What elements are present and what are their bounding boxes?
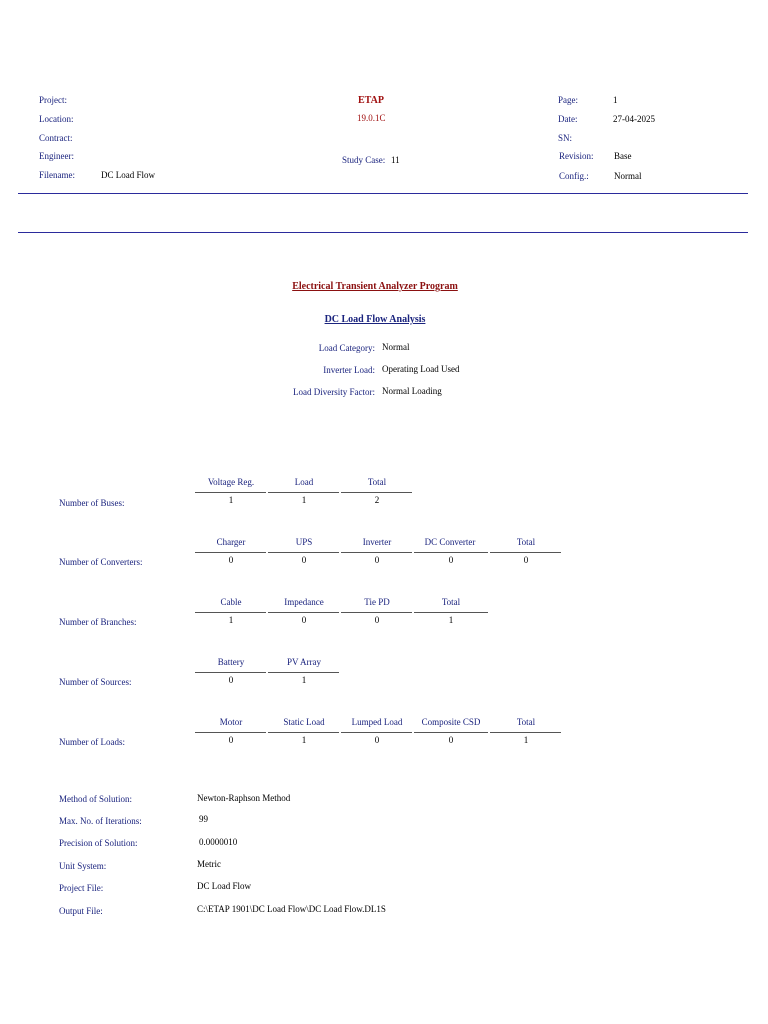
load-category-value: Normal: [382, 342, 410, 352]
column-header: Load: [294, 477, 314, 487]
column-underline: [268, 492, 339, 493]
column-header: Cable: [220, 597, 242, 607]
location-label: Location:: [39, 114, 74, 124]
column-header: PV Array: [286, 657, 322, 667]
sn-label: SN:: [558, 133, 573, 143]
cell-value: 0: [301, 555, 307, 565]
column-header: Lumped Load: [351, 717, 403, 727]
column-underline: [268, 672, 339, 673]
column-underline: [414, 552, 488, 553]
cell-value: 1: [301, 735, 307, 745]
column-header: Total: [367, 477, 387, 487]
load-category-label: Load Category:: [318, 343, 375, 353]
cell-value: 1: [301, 495, 307, 505]
column-underline: [195, 552, 266, 553]
study-case-value: 11: [391, 155, 400, 165]
contract-label: Contract:: [39, 133, 73, 143]
diversity-factor-value: Normal Loading: [382, 386, 442, 396]
cell-value: 0: [301, 615, 307, 625]
cell-value: 1: [523, 735, 529, 745]
column-header: DC Converter: [424, 537, 476, 547]
cell-value: 0: [374, 555, 380, 565]
page-label: Page:: [558, 95, 578, 105]
cell-value: 1: [301, 675, 307, 685]
column-header: Composite CSD: [421, 717, 481, 727]
cell-value: 0: [448, 735, 454, 745]
cell-value: 1: [228, 615, 234, 625]
column-header: Motor: [219, 717, 243, 727]
unit-system-label: Unit System:: [59, 861, 107, 871]
precision-label: Precision of Solution:: [59, 838, 138, 848]
cell-value: 2: [374, 495, 380, 505]
column-underline: [341, 612, 412, 613]
column-underline: [341, 492, 412, 493]
date-label: Date:: [558, 114, 578, 124]
output-file-label: Output File:: [59, 906, 103, 916]
program-version: 19.0.1C: [357, 113, 386, 123]
column-underline: [414, 732, 488, 733]
method-value: Newton-Raphson Method: [197, 793, 291, 803]
main-title: Electrical Transient Analyzer Program: [292, 281, 458, 292]
revision-value: Base: [614, 151, 632, 161]
output-file-value: C:\ETAP 1901\DC Load Flow\DC Load Flow.DL1S: [197, 904, 386, 914]
iterations-value: 99: [199, 814, 208, 824]
column-header: Battery: [217, 657, 245, 667]
project-file-value: DC Load Flow: [197, 881, 251, 891]
column-underline: [195, 672, 266, 673]
date-value: 27-04-2025: [613, 114, 655, 124]
cell-value: 0: [374, 735, 380, 745]
config-label: Config.:: [559, 171, 589, 181]
revision-label: Revision:: [559, 151, 594, 161]
column-header: Tie PD: [364, 597, 390, 607]
column-underline: [195, 492, 266, 493]
config-value: Normal: [614, 171, 642, 181]
cell-value: 0: [228, 555, 234, 565]
column-header: Voltage Reg.: [207, 477, 255, 487]
sub-title: DC Load Flow Analysis: [324, 314, 426, 325]
column-underline: [268, 612, 339, 613]
unit-system-value: Metric: [197, 859, 221, 869]
inverter-load-label: Inverter Load:: [323, 365, 375, 375]
column-underline: [490, 732, 561, 733]
program-name: ETAP: [358, 95, 384, 106]
buses-row-label: Number of Buses:: [59, 498, 125, 508]
loads-row-label: Number of Loads:: [59, 737, 125, 747]
cell-value: 0: [448, 555, 454, 565]
column-underline: [414, 612, 488, 613]
precision-value: 0.0000010: [199, 837, 238, 847]
page-value: 1: [613, 95, 618, 105]
converters-row-label: Number of Converters:: [59, 557, 143, 567]
column-underline: [341, 732, 412, 733]
cell-value: 1: [228, 495, 234, 505]
cell-value: 1: [448, 615, 454, 625]
study-case-label: Study Case:: [342, 155, 386, 165]
header-divider-top: [18, 193, 748, 194]
cell-value: 0: [523, 555, 529, 565]
column-underline: [268, 552, 339, 553]
column-underline: [195, 612, 266, 613]
column-header: Total: [516, 717, 536, 727]
inverter-load-value: Operating Load Used: [382, 364, 460, 374]
column-underline: [268, 732, 339, 733]
column-header: Total: [441, 597, 461, 607]
column-header: Impedance: [284, 597, 324, 607]
filename-label: Filename:: [39, 170, 75, 180]
iterations-label: Max. No. of Iterations:: [59, 816, 142, 826]
column-underline: [195, 732, 266, 733]
column-underline: [490, 552, 561, 553]
column-header: UPS: [295, 537, 313, 547]
cell-value: 0: [228, 675, 234, 685]
column-header: Total: [516, 537, 536, 547]
column-header: Static Load: [283, 717, 325, 727]
header-divider-bottom: [18, 232, 748, 233]
column-header: Charger: [216, 537, 246, 547]
filename-value: DC Load Flow: [101, 170, 155, 180]
cell-value: 0: [228, 735, 234, 745]
cell-value: 0: [374, 615, 380, 625]
engineer-label: Engineer:: [39, 151, 74, 161]
column-header: Inverter: [362, 537, 392, 547]
column-underline: [341, 552, 412, 553]
diversity-factor-label: Load Diversity Factor:: [293, 387, 375, 397]
method-label: Method of Solution:: [59, 794, 133, 804]
project-label: Project:: [39, 95, 67, 105]
sources-row-label: Number of Sources:: [59, 677, 132, 687]
project-file-label: Project File:: [59, 883, 104, 893]
branches-row-label: Number of Branches:: [59, 617, 137, 627]
